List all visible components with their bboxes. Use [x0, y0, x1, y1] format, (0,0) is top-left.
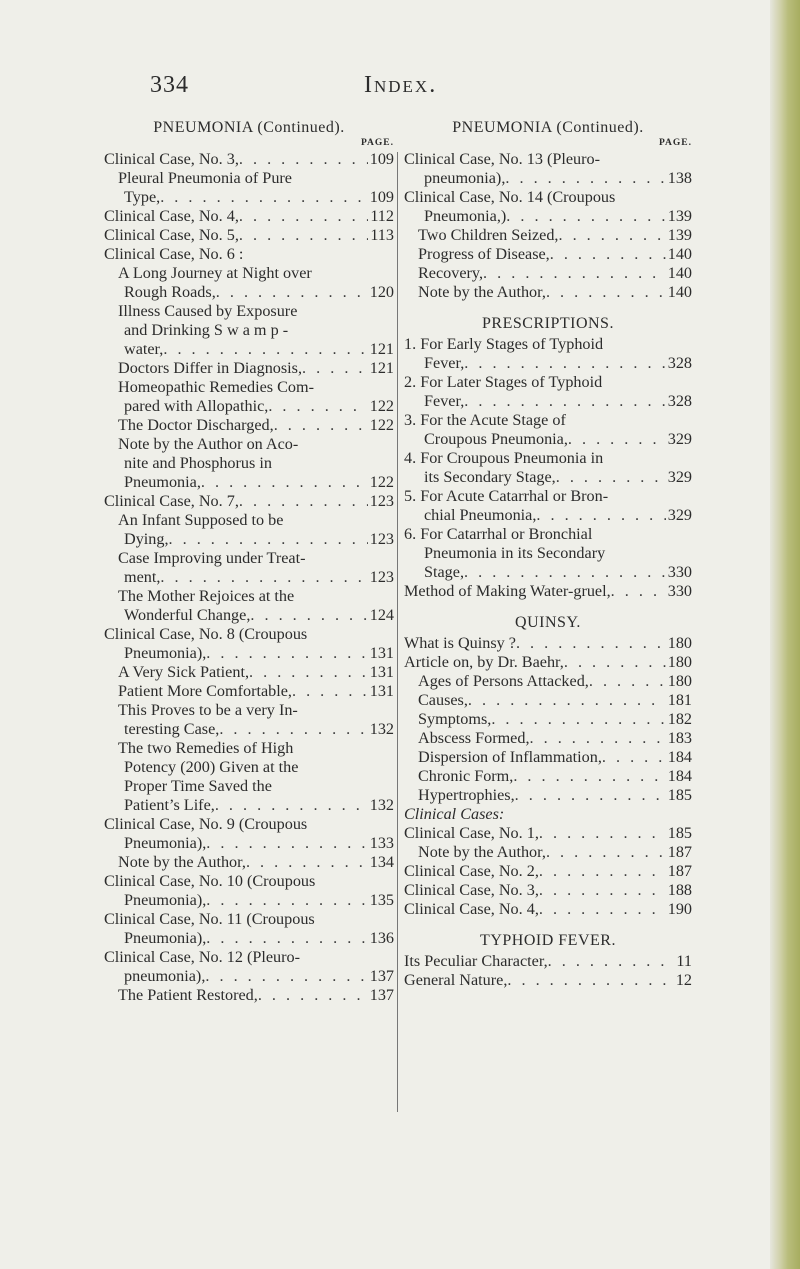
page-reference: 131 — [369, 682, 394, 700]
index-heading-line — [404, 188, 692, 207]
index-entry — [104, 150, 394, 169]
page-reference: 137 — [369, 986, 394, 1004]
index-heading-line — [104, 245, 394, 264]
dot-leader — [564, 653, 666, 672]
page-reference: 181 — [667, 691, 692, 709]
entry-text: Clinical Cases: — [404, 805, 505, 823]
entry-text: Pneumonia), — [124, 834, 207, 852]
page-reference: 330 — [667, 582, 692, 600]
index-entry — [104, 340, 394, 359]
page-reference: 109 — [369, 188, 394, 206]
page-reference: 329 — [667, 430, 692, 448]
right-column — [404, 118, 692, 990]
dot-leader — [206, 834, 367, 853]
page-reference: 132 — [369, 796, 394, 814]
index-entry — [404, 169, 692, 188]
entry-text: and Drinking S w a m p - — [124, 321, 289, 339]
page-reference: 180 — [667, 672, 692, 690]
index-entry — [404, 506, 692, 525]
page-header — [0, 72, 800, 112]
section-title: PNEUMONIA (Continued). — [452, 119, 644, 136]
dot-leader — [602, 748, 666, 767]
dot-leader — [546, 843, 666, 862]
index-heading-line — [104, 625, 394, 644]
page-reference: 188 — [667, 881, 692, 899]
entry-text: Type, — [124, 188, 161, 206]
page-reference: 184 — [667, 748, 692, 766]
dot-leader — [558, 226, 665, 245]
entry-text: Clinical Case, No. 5, — [104, 226, 239, 244]
page-reference: 133 — [369, 834, 394, 852]
entry-text: Rough Roads, — [124, 283, 216, 301]
running-title: Index. — [364, 72, 438, 98]
index-entry — [404, 843, 692, 862]
entry-text: Doctors Differ in Diagnosis, — [118, 359, 303, 377]
entry-text: Clinical Case, No. 6 : — [104, 245, 244, 263]
entry-text: chial Pneumonia, — [424, 506, 537, 524]
entry-text: Pneumonia), — [124, 644, 207, 662]
index-entry — [104, 986, 394, 1005]
dot-leader — [239, 226, 368, 245]
entry-text: 1. For Early Stages of Typhoid — [404, 335, 604, 353]
dot-leader — [205, 967, 367, 986]
index-entry — [404, 264, 692, 283]
index-heading-line — [104, 872, 394, 891]
entry-text: Homeopathic Remedies Com- — [118, 378, 315, 396]
dot-leader — [206, 644, 367, 663]
entry-text: Method of Making Water-gruel, — [404, 582, 611, 600]
page-reference: 122 — [369, 416, 394, 434]
dot-leader — [505, 169, 665, 188]
dot-leader — [219, 720, 367, 739]
dot-leader — [548, 952, 675, 971]
entry-text: Article on, by Dr. Baehr, — [404, 653, 564, 671]
entry-text: Clinical Case, No. 14 (Croupous — [404, 188, 616, 206]
page-reference: 329 — [667, 506, 692, 524]
entry-text: This Proves to be a very In- — [118, 701, 298, 719]
entry-text: its Secondary Stage, — [424, 468, 556, 486]
page-reference: 123 — [369, 492, 394, 510]
page-reference: 11 — [676, 952, 692, 970]
page-edge — [770, 0, 800, 1269]
page-reference: 132 — [369, 720, 394, 738]
entry-text: Fever, — [424, 392, 465, 410]
section-title: PRESCRIPTIONS. — [482, 315, 614, 332]
index-heading-line — [104, 511, 394, 530]
index-heading-line — [104, 587, 394, 606]
index-heading-line — [104, 264, 394, 283]
dot-leader — [556, 468, 666, 487]
dot-leader — [491, 710, 665, 729]
page-reference: 187 — [667, 862, 692, 880]
entry-text: The two Remedies of High — [118, 739, 294, 757]
page-column-label: PAGE. — [360, 138, 394, 148]
entry-text: Ages of Persons Attacked, — [418, 672, 589, 690]
page-reference: 112 — [370, 207, 394, 225]
page-reference: 122 — [369, 473, 394, 491]
dot-leader — [539, 900, 666, 919]
entry-text: General Nature, — [404, 971, 508, 989]
entry-text: Note by the Author, — [118, 853, 246, 871]
dot-leader — [169, 530, 368, 549]
index-entry — [404, 226, 692, 245]
index-heading-line — [404, 373, 692, 392]
index-entry — [104, 359, 394, 378]
index-entry — [404, 653, 692, 672]
dot-leader — [216, 283, 368, 302]
index-entry — [404, 634, 692, 653]
index-entry — [404, 824, 692, 843]
dot-leader — [506, 207, 665, 226]
page-reference: 180 — [667, 653, 692, 671]
page-reference: 328 — [667, 354, 692, 372]
entry-text: Dying, — [124, 530, 169, 548]
dot-leader — [539, 824, 666, 843]
entry-text: Clinical Case, No. 9 (Croupous — [104, 815, 308, 833]
page-reference: 139 — [667, 207, 692, 225]
index-heading-line — [404, 411, 692, 430]
index-entry — [104, 682, 394, 701]
index-entry — [104, 834, 394, 853]
index-entry — [104, 796, 394, 815]
entry-text: nite and Phosphorus in — [124, 454, 272, 472]
entry-text: Clinical Case, No. 3, — [104, 150, 239, 168]
entry-text: Croupous Pneumonia, — [424, 430, 568, 448]
page-reference: 122 — [369, 397, 394, 415]
index-entry — [104, 530, 394, 549]
index-entry — [404, 582, 692, 601]
index-heading-line — [404, 335, 692, 354]
index-entry — [404, 971, 692, 990]
page-reference: 330 — [667, 563, 692, 581]
entry-text: Clinical Case, No. 10 (Croupous — [104, 872, 316, 890]
index-entry — [404, 710, 692, 729]
index-heading-line — [104, 777, 394, 796]
dot-leader — [513, 767, 665, 786]
entry-text: Clinical Case, No. 11 (Croupous — [104, 910, 315, 928]
entry-text: Patient’s Life, — [124, 796, 215, 814]
index-entry — [104, 416, 394, 435]
entry-text: An Infant Supposed to be — [118, 511, 284, 529]
index-entry — [104, 207, 394, 226]
entry-text: The Mother Rejoices at the — [118, 587, 295, 605]
page-reference: 121 — [369, 359, 394, 377]
index-heading-line — [404, 525, 692, 544]
index-entry — [104, 473, 394, 492]
entry-text: Wonderful Change, — [124, 606, 251, 624]
dot-leader — [249, 663, 368, 682]
index-entry — [104, 397, 394, 416]
index-heading-line — [104, 815, 394, 834]
page-reference: 139 — [667, 226, 692, 244]
dot-leader — [302, 359, 368, 378]
entry-text: pneumonia), — [424, 169, 506, 187]
index-entry — [104, 663, 394, 682]
dot-leader — [250, 606, 367, 625]
dot-leader — [589, 672, 666, 691]
page-reference: 190 — [667, 900, 692, 918]
page-column-label: PAGE. — [658, 138, 692, 148]
index-heading-line — [104, 549, 394, 568]
entry-text: Potency (200) Given at the — [124, 758, 299, 776]
dot-leader — [163, 340, 367, 359]
index-heading-line — [104, 910, 394, 929]
index-entry — [104, 492, 394, 511]
page-reference: 120 — [369, 283, 394, 301]
section-title: PNEUMONIA (Continued). — [153, 119, 345, 136]
index-entry — [404, 900, 692, 919]
dot-leader — [530, 729, 666, 748]
index-entry — [104, 226, 394, 245]
index-heading-line — [104, 701, 394, 720]
index-entry — [404, 354, 692, 373]
page-reference: 109 — [369, 150, 394, 168]
index-entry — [104, 929, 394, 948]
entry-text: 2. For Later Stages of Typhoid — [404, 373, 603, 391]
index-heading-line — [104, 302, 394, 321]
page-reference: 123 — [369, 530, 394, 548]
page-reference: 134 — [369, 853, 394, 871]
entry-text: The Doctor Discharged, — [118, 416, 274, 434]
entry-text: Chronic Form, — [418, 767, 514, 785]
index-entry — [404, 245, 692, 264]
entry-text: Pneumonia in its Secondary — [424, 544, 606, 562]
entry-text: Recovery, — [418, 264, 484, 282]
index-entry — [104, 720, 394, 739]
entry-text: Pneumonia), — [124, 891, 207, 909]
entry-text: The Patient Restored, — [118, 986, 258, 1004]
dot-leader — [160, 568, 367, 587]
page-reference: 121 — [369, 340, 394, 358]
page-reference: 140 — [667, 264, 692, 282]
index-entry — [104, 644, 394, 663]
page-reference: 140 — [667, 283, 692, 301]
entry-text: Dispersion of Inflammation, — [418, 748, 602, 766]
index-entry — [104, 891, 394, 910]
entry-text: Clinical Case, No. 12 (Pleuro- — [104, 948, 301, 966]
entry-text: teresting Case, — [124, 720, 220, 738]
page-reference: 137 — [369, 967, 394, 985]
page-reference: 180 — [667, 634, 692, 652]
entry-text: Clinical Case, No. 13 (Pleuro- — [404, 150, 601, 168]
page-reference: 328 — [667, 392, 692, 410]
entry-text: Causes, — [418, 691, 468, 709]
page-reference: 12 — [675, 971, 692, 989]
index-heading-line — [104, 435, 394, 454]
dot-leader — [464, 563, 666, 582]
index-entries — [404, 150, 692, 302]
entry-text: water, — [124, 340, 164, 358]
index-entry — [404, 862, 692, 881]
dot-leader — [239, 207, 368, 226]
entry-text: Pneumonia,) — [424, 207, 507, 225]
page-reference: 183 — [667, 729, 692, 747]
index-entry — [404, 283, 692, 302]
entry-text: ment, — [124, 568, 161, 586]
entry-text: Clinical Case, No. 1, — [404, 824, 539, 842]
dot-leader — [483, 264, 666, 283]
index-heading-line — [404, 487, 692, 506]
page-reference: 131 — [369, 663, 394, 681]
dot-leader — [292, 682, 368, 701]
page-number: 334 — [150, 72, 189, 98]
entry-text: Case Improving under Treat- — [118, 549, 306, 567]
entry-text: Proper Time Saved the — [124, 777, 272, 795]
entry-text: Pleural Pneumonia of Pure — [118, 169, 292, 187]
dot-leader — [464, 392, 665, 411]
entry-text: Clinical Case, No. 4, — [104, 207, 239, 225]
entry-text: Patient More Comfortable, — [118, 682, 292, 700]
index-heading-line — [104, 169, 394, 188]
index-entry — [404, 392, 692, 411]
index-entry — [104, 606, 394, 625]
dot-leader — [546, 283, 666, 302]
entry-text: Clinical Case, No. 8 (Croupous — [104, 625, 308, 643]
dot-leader — [215, 796, 368, 815]
dot-leader — [246, 853, 368, 872]
index-entry — [404, 672, 692, 691]
page-reference: 187 — [667, 843, 692, 861]
entry-text: Clinical Case, No. 7, — [104, 492, 239, 510]
index-heading-line — [104, 758, 394, 777]
dot-leader — [539, 862, 666, 881]
dot-leader — [201, 473, 368, 492]
index-entries — [104, 150, 394, 1005]
index-entry — [404, 563, 692, 582]
index-heading-line — [104, 739, 394, 758]
section-title: QUINSY. — [515, 614, 581, 631]
entry-text: Progress of Disease, — [418, 245, 550, 263]
dot-leader — [468, 691, 666, 710]
left-column — [104, 118, 394, 1005]
index-entries — [404, 634, 692, 919]
entry-text: Clinical Case, No. 3, — [404, 881, 539, 899]
dot-leader — [268, 397, 367, 416]
column-divider — [397, 152, 398, 1112]
index-heading-line — [404, 150, 692, 169]
entry-text: Clinical Case, No. 2, — [404, 862, 539, 880]
index-entries — [404, 335, 692, 601]
entry-text: 4. For Croupous Pneumonia in — [404, 449, 604, 467]
entry-text: pneumonia), — [124, 967, 206, 985]
entry-text: Note by the Author, — [418, 283, 546, 301]
page-reference: 140 — [667, 245, 692, 263]
entry-text: Note by the Author on Aco- — [118, 435, 299, 453]
entry-text: Pneumonia, — [124, 473, 201, 491]
index-entry — [104, 568, 394, 587]
index-entry — [404, 207, 692, 226]
index-heading-line — [104, 378, 394, 397]
entry-text: Its Peculiar Character, — [404, 952, 548, 970]
entry-text: Illness Caused by Exposure — [118, 302, 298, 320]
dot-leader — [239, 150, 368, 169]
page-reference: 135 — [369, 891, 394, 909]
page-reference: 184 — [667, 767, 692, 785]
index-heading-line — [104, 454, 394, 473]
entry-text: Symptoms, — [418, 710, 492, 728]
page-reference: 138 — [667, 169, 692, 187]
entry-text: Clinical Case, No. 4, — [404, 900, 539, 918]
page-reference: 136 — [369, 929, 394, 947]
dot-leader — [160, 188, 368, 207]
index-entry — [104, 188, 394, 207]
entry-text: 3. For the Acute Stage of — [404, 411, 566, 429]
index-entry — [404, 468, 692, 487]
dot-leader — [206, 929, 367, 948]
entry-text: A Very Sick Patient, — [118, 663, 249, 681]
dot-leader — [539, 881, 666, 900]
entry-text: pared with Allopathic, — [124, 397, 269, 415]
dot-leader — [515, 786, 666, 805]
entry-text: What is Quinsy ? — [404, 634, 516, 652]
index-entry — [404, 729, 692, 748]
index-entry — [104, 283, 394, 302]
entry-text: Pneumonia), — [124, 929, 207, 947]
entry-text: Stage, — [424, 563, 465, 581]
index-entry — [104, 853, 394, 872]
section-title: TYPHOID FEVER. — [480, 932, 616, 949]
index-entry — [404, 691, 692, 710]
dot-leader — [258, 986, 368, 1005]
dot-leader — [507, 971, 673, 990]
entry-text: 5. For Acute Catarrhal or Bron- — [404, 487, 609, 505]
entry-text: Note by the Author, — [418, 843, 546, 861]
index-entry — [104, 967, 394, 986]
index-entry — [404, 430, 692, 449]
dot-leader — [568, 430, 666, 449]
index-heading-line — [404, 449, 692, 468]
index-heading-line — [104, 321, 394, 340]
page-reference: 185 — [667, 824, 692, 842]
dot-leader — [274, 416, 368, 435]
entry-text: Two Children Seized, — [418, 226, 559, 244]
dot-leader — [536, 506, 665, 525]
page-reference: 124 — [369, 606, 394, 624]
page-reference: 329 — [667, 468, 692, 486]
page-reference: 113 — [370, 226, 394, 244]
page-reference: 131 — [369, 644, 394, 662]
index-entries — [404, 952, 692, 990]
dot-leader — [239, 492, 368, 511]
entry-text: A Long Journey at Night over — [118, 264, 312, 282]
index-entry — [404, 767, 692, 786]
page-reference: 123 — [369, 568, 394, 586]
dot-leader — [464, 354, 665, 373]
dot-leader — [611, 582, 666, 601]
index-heading-line — [404, 544, 692, 563]
page-reference: 182 — [667, 710, 692, 728]
entry-text: Hypertrophies, — [418, 786, 515, 804]
index-heading-line — [404, 805, 692, 824]
index-heading-line — [104, 948, 394, 967]
index-entry — [404, 881, 692, 900]
entry-text: 6. For Catarrhal or Bronchial — [404, 525, 593, 543]
dot-leader — [516, 634, 666, 653]
dot-leader — [550, 245, 666, 264]
entry-text: Abscess Formed, — [418, 729, 530, 747]
page-reference: 185 — [667, 786, 692, 804]
entry-text: Fever, — [424, 354, 465, 372]
index-entry — [404, 748, 692, 767]
index-entry — [404, 786, 692, 805]
index-entry — [404, 952, 692, 971]
dot-leader — [206, 891, 367, 910]
